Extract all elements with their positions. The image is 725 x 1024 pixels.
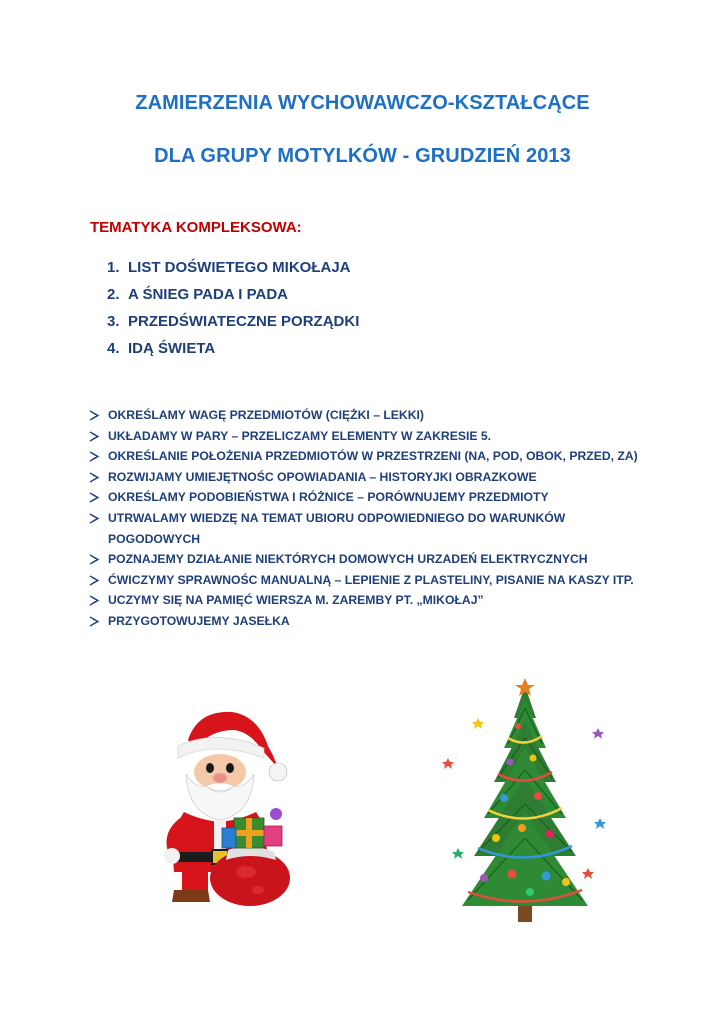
goal-text: OKREŚLAMY PODOBIEŃSTWA I RÓŻNICE – PORÓWNUJEMY PRZEDMIOTY [108, 490, 549, 505]
section-heading: TEMATYKA KOMPLEKSOWA: [90, 219, 302, 236]
topic-number: 2. [107, 286, 120, 303]
topic-item [107, 257, 359, 284]
goal-text: PRZYGOTOWUJEMY JASEŁKA [108, 613, 290, 628]
arrow-bullet-icon [88, 508, 102, 528]
arrow-bullet-icon [88, 467, 102, 487]
goal-text: ĆWICZYMY SPRAWNOŚC MANUALNĄ – LEPIENIE Z PLASTELINY, PISANIE NA KASZY ITP. [108, 572, 634, 587]
document-title-line-1: ZAMIERZENIA WYCHOWAWCZO-KSZTAŁCĄCE [135, 92, 590, 114]
arrow-bullet-icon [88, 405, 102, 425]
topic-item [107, 311, 359, 338]
list-item [88, 611, 648, 632]
list-item [88, 487, 648, 508]
goal-text: ROZWIJAMY UMIEJĘTNOŚC OPOWIADANIA – HISTORYJKI OBRAZKOWE [108, 469, 537, 484]
arrow-bullet-icon [88, 487, 102, 507]
goal-text: OKREŚLAMY WAGĘ PRZEDMIOTÓW (CIĘŻKI – LEKKI) [108, 408, 424, 422]
arrow-bullet-icon [88, 570, 102, 590]
document-title-line-2: DLA GRUPY MOTYLKÓW - GRUDZIEŃ 2013 [154, 145, 571, 167]
goal-text: UKŁADAMY W PARY – PRZELICZAMY ELEMENTY W ZAKRESIE 5. [108, 428, 492, 443]
list-item [88, 405, 648, 426]
list-item [88, 590, 648, 611]
topic-text: LIST DOŚWIETEGO MIKOŁAJA [128, 259, 351, 276]
arrow-bullet-icon [88, 611, 102, 631]
list-item [88, 426, 648, 447]
list-item [88, 549, 648, 570]
goal-text: UCZYMY SIĘ NA PAMIĘĆ WIERSZA M. ZAREMBY PT. „MIKOŁAJ” [108, 593, 484, 608]
goals-list [88, 405, 648, 632]
goal-text: UTRWALAMY WIEDZĘ NA TEMAT UBIORU ODPOWIEDNIEGO DO WARUNKÓW POGODOWYCH [108, 510, 566, 546]
christmas-tree-icon [438, 678, 613, 926]
arrow-bullet-icon [88, 590, 102, 610]
topic-item [107, 338, 359, 365]
topic-item [107, 284, 359, 311]
list-item [88, 570, 648, 591]
list-item [88, 467, 648, 488]
topic-number: 1. [107, 259, 120, 276]
topic-text: IDĄ ŚWIETA [128, 340, 216, 357]
topic-text: A ŚNIEG PADA I PADA [128, 286, 289, 303]
arrow-bullet-icon [88, 446, 102, 466]
arrow-bullet-icon [88, 549, 102, 569]
goal-text: POZNAJEMY DZIAŁANIE NIEKTÓRYCH DOMOWYCH URZADEŃ ELEKTRYCZNYCH [108, 552, 588, 567]
topic-number: 3. [107, 313, 120, 330]
arrow-bullet-icon [88, 426, 102, 446]
list-item [88, 508, 648, 549]
topic-number: 4. [107, 340, 120, 357]
santa-claus-icon [150, 702, 300, 912]
topic-list [107, 257, 359, 365]
topic-text: PRZEDŚWIATECZNE PORZĄDKI [128, 313, 360, 330]
goal-text: OKREŚLANIE POŁOŻENIA PRZEDMIOTÓW W PRZESTRZENI (NA, POD, OBOK, PRZED, ZA) [108, 449, 638, 464]
list-item [88, 446, 648, 467]
